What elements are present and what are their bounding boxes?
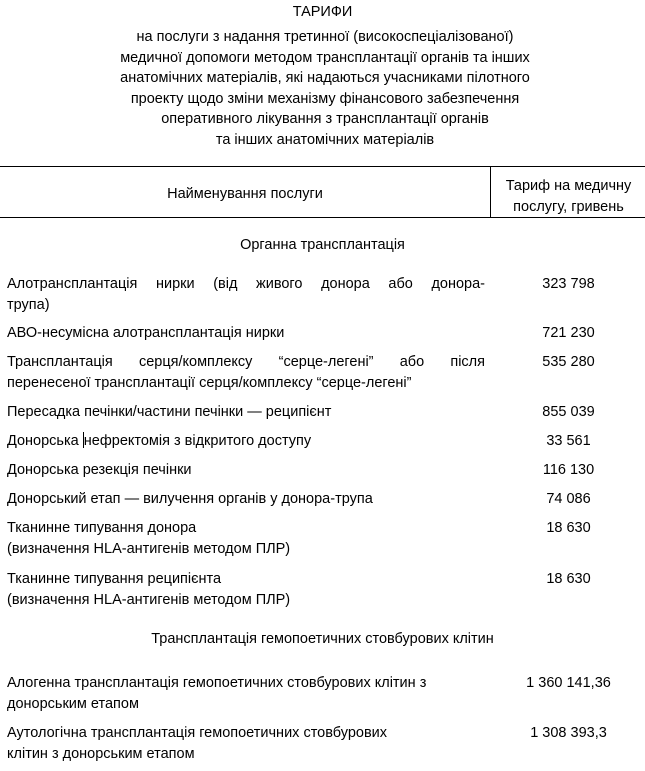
table-row-name [7, 402, 485, 423]
table-row-tariff: 74 086 [546, 491, 591, 507]
table-row-tariff: 116 130 [542, 462, 595, 478]
table-row-name [7, 489, 485, 510]
table-row-name [7, 323, 485, 344]
subtitle-line: проекту щодо зміни механізму фінансового забезпечення [130, 90, 520, 107]
row-name-line: Донорська резекція печінки [7, 462, 192, 478]
row-name-line: Тканинне типування реципієнта [7, 571, 222, 587]
table-row-name [7, 723, 485, 764]
table-header-divider [490, 167, 491, 217]
column-header-name: Найменування послуги [167, 186, 323, 202]
document-title: ТАРИФИ [292, 4, 353, 20]
table-row-name [7, 274, 485, 315]
table-row-tariff: 855 039 [542, 404, 595, 420]
row-name-line: Алотрансплантація нирки (від живого донора або донора- [7, 276, 485, 292]
row-name-line: трупа) [7, 296, 50, 313]
table-header-rule [0, 217, 645, 218]
row-name-line: Алогенна трансплантація гемопоетичних стовбурових клітин з [7, 675, 427, 691]
row-name-part: нефректомія з відкритого доступу [83, 433, 312, 449]
section-title: Трансплантація гемопоетичних стовбурових клітин [151, 631, 494, 647]
table-row-name [7, 460, 485, 481]
subtitle-line: анатомічних матеріалів, які надаються учасниками пілотного [120, 70, 530, 86]
row-name-line: Трансплантація серця/комплексу “серце-легені” або після [7, 354, 485, 370]
table-row-name [7, 518, 485, 559]
table-row-tariff: 1 360 141,36 [526, 675, 611, 691]
row-name-line: Донорський етап — вилучення органів у донора-трупа [7, 491, 373, 507]
subtitle-line: медичної допомоги методом трансплантації органів та інших [120, 49, 530, 66]
table-row-tariff: 1 308 393,3 [530, 725, 607, 741]
table-row-tariff: 18 630 [546, 520, 591, 536]
row-name-line: Пересадка печінки/частини печінки — реципієнт [7, 404, 332, 420]
row-name-line: (визначення HLA-антигенів методом ПЛР) [7, 591, 291, 608]
table-row-name [7, 569, 485, 610]
column-header-tariff-line: послугу, гривень [513, 198, 624, 215]
table-row-tariff: 33 561 [546, 433, 591, 449]
row-name-line: донорським етапом [7, 695, 139, 712]
subtitle-line: на послуги з надання третинної (високоспеціалізованої) [136, 29, 514, 45]
table-row-tariff: 535 280 [542, 354, 595, 370]
subtitle-line: та інших анатомічних матеріалів [215, 131, 435, 148]
row-name-line: Тканинне типування донора [7, 520, 197, 536]
table-row-name [7, 673, 485, 714]
table-row-tariff: 721 230 [542, 325, 595, 341]
section-title: Органна трансплантація [240, 237, 405, 253]
row-name-line: (визначення HLA-антигенів методом ПЛР) [7, 540, 291, 557]
table-row-name [7, 352, 485, 393]
row-name-line: клітин з донорським етапом [7, 745, 195, 762]
table-top-rule [0, 166, 645, 167]
table-row-tariff: 18 630 [546, 571, 591, 587]
row-name-line: АВО-несумісна алотрансплантація нирки [7, 325, 285, 341]
document-subtitle [40, 27, 610, 150]
row-name-line: Аутологічна трансплантація гемопоетичних стовбурових [7, 725, 388, 741]
subtitle-line: оперативного лікування з трансплантації органів [161, 111, 489, 127]
column-header-tariff-line: Тариф на медичну [505, 178, 632, 194]
table-row-name [7, 431, 485, 452]
column-header-tariff [492, 176, 645, 217]
row-name-part: Донорська [7, 433, 83, 449]
row-name-line: перенесеної трансплантації серця/комплексу “серце-легені” [7, 374, 412, 391]
table-row-tariff: 323 798 [542, 276, 595, 292]
